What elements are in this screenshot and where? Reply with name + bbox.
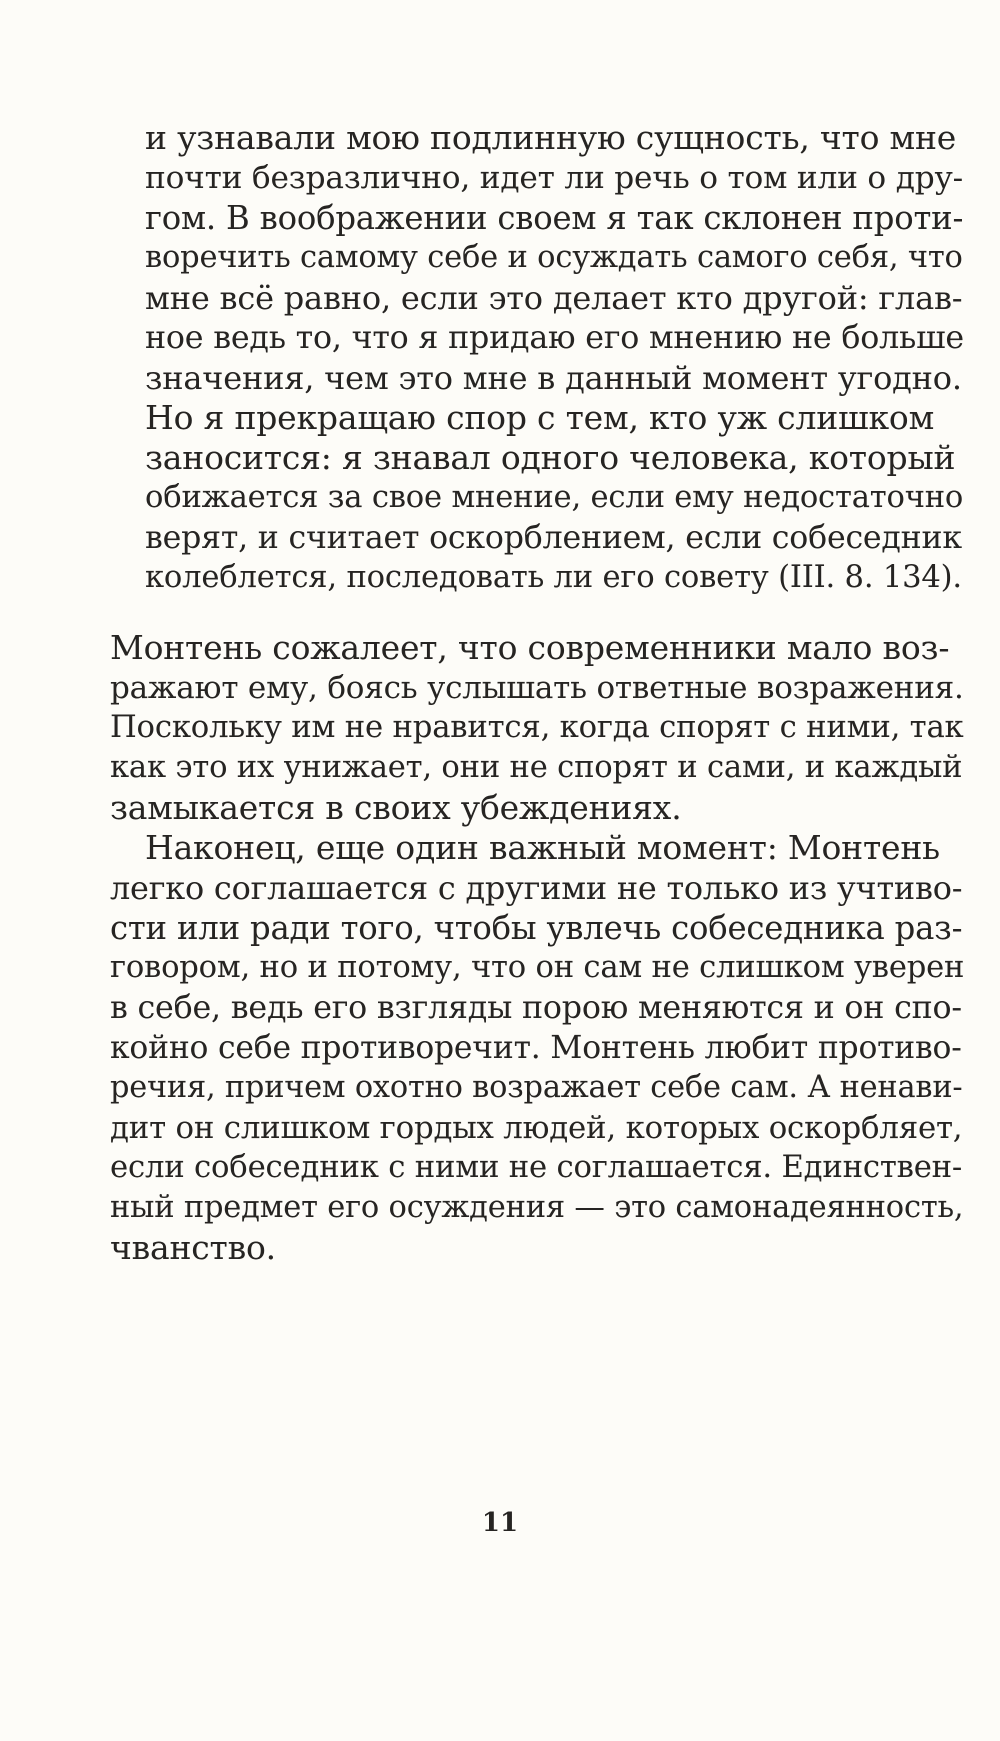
quote-line: мне всё равно, если это делает кто другой: глав- xyxy=(145,279,963,317)
text-line: речия, причем охотно возражает себе сам. А ненави- xyxy=(110,1070,963,1105)
quote-line: и узнавали мою подлинную сущность, что мне xyxy=(145,118,957,157)
quote-line: обижается за свое мнение, если ему недостаточно xyxy=(145,480,964,515)
text-line: легко соглашается с другими не только из учтиво- xyxy=(110,869,963,907)
text-line: в себе, ведь его взгляды порою меняются и он спо- xyxy=(110,990,962,1026)
text-line: сти или ради того, чтобы увлечь собеседника раз- xyxy=(110,909,963,947)
quote-line: ное ведь то, что я придаю его мнению не больше xyxy=(145,320,964,356)
quote-line: гом. В воображении своем я так склонен проти- xyxy=(145,199,964,237)
text-line: Поскольку им не нравится, когда спорят с ними, так xyxy=(110,710,964,745)
quote-line: Но я прекращаю спор с тем, кто уж слишком xyxy=(145,398,935,437)
text-line: замыкается в своих убеждениях. xyxy=(110,788,682,827)
text-line: Наконец, еще один важный момент: Монтень xyxy=(145,828,940,867)
quote-line: колеблется, последовать ли его совету (III. 8. 134). xyxy=(145,560,962,595)
text-line: если собеседник с ними не соглашается. Единствен- xyxy=(110,1150,963,1185)
text-line: ный предмет его осуждения — это самонадеянность, xyxy=(110,1190,964,1225)
text-line: койно себе противоречит. Монтень любит противо- xyxy=(110,1030,962,1066)
page-number: 11 xyxy=(481,1508,519,1538)
quote-line: заносится: я знавал одного человека, который xyxy=(145,438,956,477)
quote-line: верят, и считает оскорблением, если собеседник xyxy=(145,520,962,556)
text-line: дит он слишком гордых людей, которых оскорбляет, xyxy=(110,1110,963,1146)
text-line: говором, но и потому, что он сам не слишком уверен xyxy=(110,950,965,985)
quote-line: значения, чем это мне в данный момент угодно. xyxy=(145,359,962,397)
text-line: чванство. xyxy=(110,1228,276,1267)
text-line: Монтень сожалеет, что современники мало воз- xyxy=(110,628,950,667)
text-line: ражают ему, боясь услышать ответные возражения. xyxy=(110,670,964,706)
text-line: как это их унижает, они не спорят и сами, и каждый xyxy=(110,750,963,785)
quote-line: почти безразлично, идет ли речь о том или о дру- xyxy=(145,160,963,196)
quote-line: воречить самому себе и осуждать самого себя, что xyxy=(145,240,963,275)
